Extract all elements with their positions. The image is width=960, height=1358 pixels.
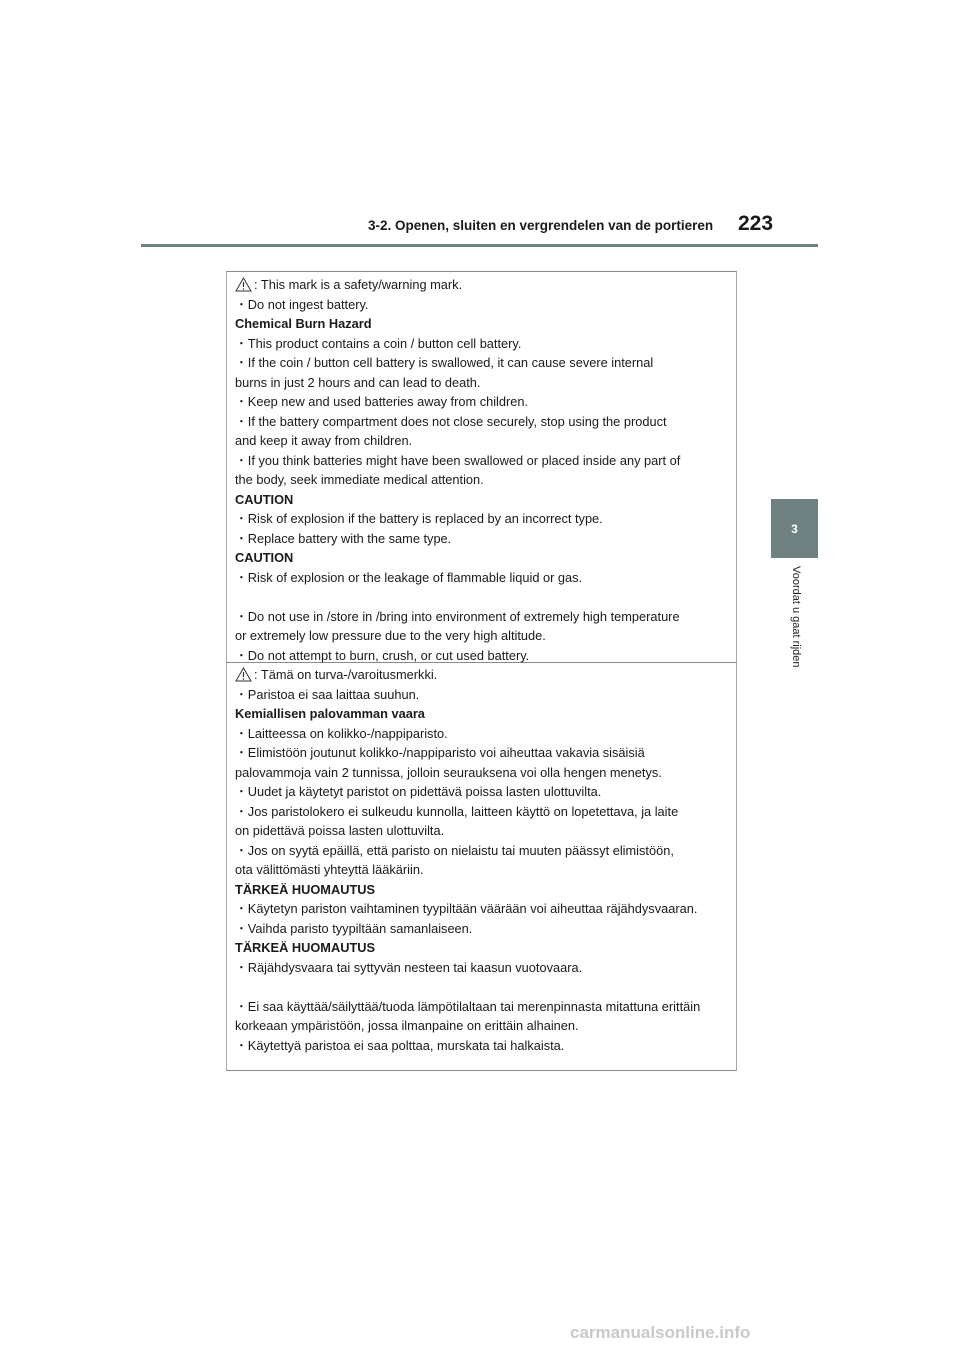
notice-line bbox=[235, 275, 735, 295]
notice-line bbox=[235, 607, 735, 627]
notice-line-text: : Tämä on turva-/varoitusmerkki. bbox=[254, 667, 438, 682]
page-header bbox=[0, 0, 960, 250]
notice-line-text: or extremely low pressure due to the very high altitude. bbox=[235, 628, 546, 643]
notice-line bbox=[235, 451, 735, 471]
chapter-label: Voordat u gaat rijden bbox=[790, 566, 802, 668]
notice-line-text: palovammoja vain 2 tunnissa, jolloin seurauksena voi olla hengen menetys. bbox=[235, 764, 662, 780]
notice-line-text: ・Laitteessa on kolikko-/nappiparisto. bbox=[235, 725, 448, 741]
notice-line-text: ・Ei saa käyttää/säilyttää/tuoda lämpötilaltaan tai merenpinnasta mitattuna erittäin bbox=[235, 998, 701, 1014]
notice-line bbox=[235, 646, 735, 666]
notice-line bbox=[235, 470, 735, 490]
notice-line bbox=[235, 568, 735, 588]
notice-line-text: the body, seek immediate medical attention. bbox=[235, 472, 484, 487]
watermark-text: carmanualsonline.info bbox=[570, 1323, 751, 1342]
notice-line-text: ・Vaihda paristo tyypiltään samanlaiseen. bbox=[235, 920, 473, 936]
notice-line bbox=[235, 334, 735, 354]
notice-line bbox=[235, 704, 735, 724]
notice-line bbox=[235, 295, 735, 315]
notice-line bbox=[235, 997, 735, 1017]
notice-line bbox=[235, 899, 735, 919]
notice-line-text: ・Jos paristolokero ei sulkeudu kunnolla, laitteen käyttö on lopetettava, ja laite bbox=[235, 803, 679, 819]
notice-line-text: ・If the battery compartment does not close securely, stop using the product bbox=[235, 413, 667, 429]
header-rule bbox=[141, 244, 818, 247]
notice-line bbox=[235, 763, 735, 783]
notice-line bbox=[235, 685, 735, 705]
page-number: 223 bbox=[738, 212, 774, 235]
notice-line bbox=[235, 314, 735, 334]
notice-line-text: ・If the coin / button cell battery is swallowed, it can cause severe internal bbox=[235, 355, 654, 370]
notice-line-text: ・Käytetyn pariston vaihtaminen tyypiltään väärään voi aiheuttaa räjähdysvaaran. bbox=[235, 901, 698, 916]
notice-line bbox=[235, 919, 735, 939]
notice-line bbox=[235, 802, 735, 822]
notice-line-text: ・Räjähdysvaara tai syttyvän nesteen tai kaasun vuotovaara. bbox=[235, 959, 583, 975]
notice-line bbox=[235, 490, 735, 510]
notice-line-text: : This mark is a safety/warning mark. bbox=[254, 277, 463, 292]
notice-line-text: ・Do not attempt to burn, crush, or cut used battery. bbox=[235, 647, 530, 663]
chapter-tab bbox=[771, 499, 818, 558]
notice-line-text: ・Replace battery with the same type. bbox=[235, 530, 452, 546]
notice-line-text: ・Jos on syytä epäillä, että paristo on nielaistu tai muuten päässyt elimistöön, bbox=[235, 842, 674, 858]
notice-line-text: ・Keep new and used batteries away from children. bbox=[235, 394, 529, 409]
notice-line-text: korkeaan ympäristöön, jossa ilmanpaine on erittäin alhainen. bbox=[235, 1018, 579, 1033]
notice-finnish bbox=[235, 665, 735, 1055]
notice-line bbox=[235, 782, 735, 802]
notice-line bbox=[235, 587, 735, 607]
notice-line bbox=[235, 841, 735, 861]
notice-line-text: Kemiallisen palovamman vaara bbox=[235, 706, 425, 721]
notice-line bbox=[235, 860, 735, 880]
section-title: 3-2. Openen, sluiten en vergrendelen van de portieren bbox=[368, 218, 714, 233]
chapter-number: 3 bbox=[791, 521, 798, 536]
notice-line bbox=[235, 509, 735, 529]
notice-line bbox=[235, 977, 735, 997]
notice-line bbox=[235, 665, 735, 685]
notice-line-text: TÄRKEÄ HUOMAUTUS bbox=[235, 940, 376, 955]
notice-line bbox=[235, 1016, 735, 1036]
notice-line bbox=[235, 880, 735, 900]
notice-line-text: burns in just 2 hours and can lead to death. bbox=[235, 374, 481, 390]
notice-line bbox=[235, 373, 735, 393]
notice-line-text: CAUTION bbox=[235, 550, 294, 565]
notice-line-text: ota välittömästi yhteyttä lääkäriin. bbox=[235, 862, 424, 877]
notice-line-text: Chemical Burn Hazard bbox=[235, 316, 372, 331]
notice-line bbox=[235, 392, 735, 412]
notice-line bbox=[235, 412, 735, 432]
notice-line-text: ・Risk of explosion or the leakage of flammable liquid or gas. bbox=[235, 569, 583, 585]
notice-line-text: ・Käytettyä paristoa ei saa polttaa, murskata tai halkaista. bbox=[235, 1037, 565, 1053]
notice-line bbox=[235, 1036, 735, 1056]
notice-line-text: ・Do not use in /store in /bring into environment of extremely high temperature bbox=[235, 608, 680, 624]
notice-line bbox=[235, 626, 735, 646]
notice-line bbox=[235, 938, 735, 958]
notice-english bbox=[235, 275, 735, 665]
notice-line-text: CAUTION bbox=[235, 491, 294, 507]
notice-line-text: ・This product contains a coin / button cell battery. bbox=[235, 335, 522, 351]
notice-line-text: ・Risk of explosion if the battery is replaced by an incorrect type. bbox=[235, 511, 603, 526]
notice-line-text: ・Do not ingest battery. bbox=[235, 296, 369, 312]
notice-line bbox=[235, 548, 735, 568]
notice-line-text: and keep it away from children. bbox=[235, 433, 413, 448]
notice-line bbox=[235, 353, 735, 373]
notice-line bbox=[235, 724, 735, 744]
notice-line bbox=[235, 743, 735, 763]
notice-line bbox=[235, 431, 735, 451]
notice-line-text: ・Elimistöön joutunut kolikko-/nappiparisto voi aiheuttaa vakavia sisäisiä bbox=[235, 745, 645, 760]
notice-line-text: TÄRKEÄ HUOMAUTUS bbox=[235, 881, 376, 897]
notice-line-text: ・Paristoa ei saa laittaa suuhun. bbox=[235, 686, 420, 702]
notice-line-text: ・Uudet ja käytetyt paristot on pidettävä poissa lasten ulottuvilta. bbox=[235, 784, 602, 799]
notice-line bbox=[235, 958, 735, 978]
notice-line bbox=[235, 821, 735, 841]
notice-line bbox=[235, 529, 735, 549]
notice-line-text: ・If you think batteries might have been swallowed or placed inside any part of bbox=[235, 452, 681, 468]
notice-line-text: on pidettävä poissa lasten ulottuvilta. bbox=[235, 823, 445, 838]
